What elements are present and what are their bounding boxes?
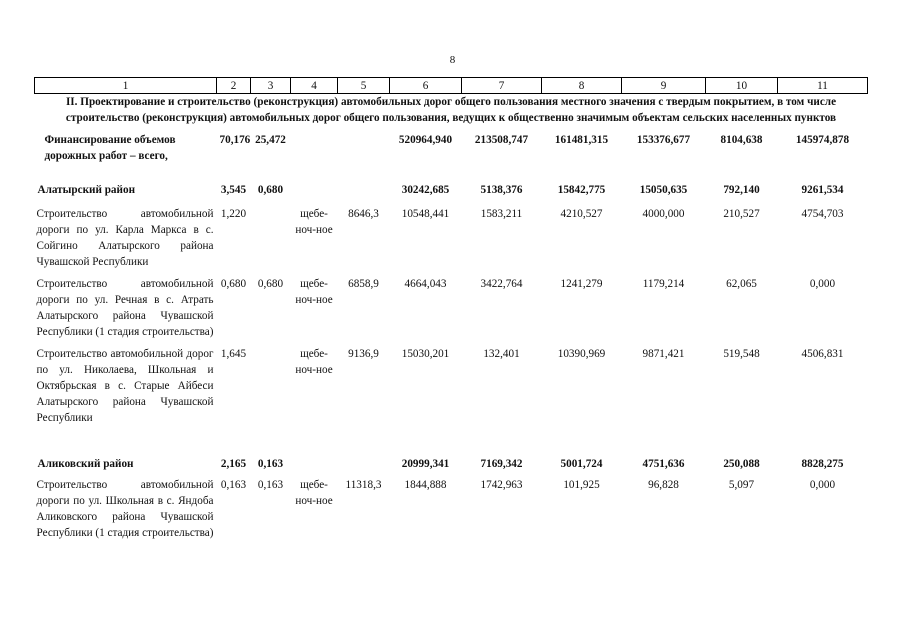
- value-cell: 5,097: [728, 479, 755, 491]
- value-cell: 101,925: [563, 479, 600, 491]
- section-title: II. Проектирование и строительство (реконструкция) автомобильных дорог общего пользования местного значения с твердым покрытием, в том числе строительство (реконструкция) автомобильных дорог общего пользования, ведущих к общественно значимым объектам сельских населенных пунктов: [65, 96, 837, 124]
- value-cell: 5001,724: [560, 458, 603, 470]
- value-cell: 3422,764: [480, 278, 523, 290]
- value-cell: 1844,888: [404, 479, 447, 491]
- total-label: Финансирование объемов дорожных работ – всего,: [44, 134, 176, 162]
- value-cell: [251, 200, 291, 276]
- value-cell: 0,680: [257, 184, 284, 196]
- object-description: Строительство автомобильной дороги по ул. Школьная в с. Яндоба Аликовского района Чувашской Республики (1 стадия строительства): [36, 479, 214, 539]
- value-cell: 10390,969: [557, 348, 606, 360]
- column-header: 6: [390, 78, 462, 94]
- value-cell: 4210,527: [560, 208, 603, 220]
- object-description: Строительство автомобильной дороги по ул. Речная в с. Атрать Алатырского района Чувашской Республики (1 стадия строительства): [36, 278, 214, 338]
- value-cell: [338, 432, 390, 474]
- value-cell: 5138,376: [480, 184, 523, 196]
- value-cell: 3,545: [220, 184, 247, 196]
- surface-type: [291, 164, 338, 200]
- value-cell: 15050,635: [639, 184, 688, 196]
- table-row: [35, 200, 868, 276]
- surface-type: щебе-ноч-ное: [295, 208, 333, 236]
- value-cell: 11318,3: [345, 479, 382, 491]
- value-cell: 6858,9: [348, 278, 379, 290]
- district-name: Аликовский район: [37, 458, 134, 470]
- value-cell: 1,645: [220, 348, 247, 360]
- surface-type: [291, 432, 338, 474]
- column-header: 5: [338, 78, 390, 94]
- column-header: 3: [251, 78, 291, 94]
- value-cell: 0,163: [257, 458, 284, 470]
- total-cell: 145974,878: [795, 134, 850, 146]
- column-header: 4: [291, 78, 338, 94]
- value-cell: 0,000: [809, 278, 836, 290]
- value-cell: 4664,043: [404, 278, 447, 290]
- value-cell: 0,680: [220, 278, 247, 290]
- value-cell: 0,163: [220, 479, 247, 491]
- table-row: [35, 346, 868, 432]
- total-cell: 8104,638: [720, 134, 763, 146]
- district-row: [35, 432, 868, 474]
- district-row: [35, 164, 868, 200]
- district-name: Алатырский район: [37, 184, 136, 196]
- value-cell: 2,165: [220, 458, 247, 470]
- value-cell: 0,163: [257, 479, 284, 491]
- object-description: Строительство автомобильной дорог по ул. Николаева, Школьная и Октябрьская в с. Старые Айбеси Алатырского района Чувашской Республики: [36, 348, 214, 424]
- column-header: 8: [542, 78, 622, 94]
- total-cell: [338, 126, 390, 164]
- value-cell: 132,401: [483, 348, 520, 360]
- value-cell: 7169,342: [480, 458, 523, 470]
- total-row: [35, 126, 868, 164]
- value-cell: 4751,636: [642, 458, 685, 470]
- value-cell: 0,680: [257, 278, 284, 290]
- value-cell: 0,000: [809, 479, 836, 491]
- value-cell: 1241,279: [560, 278, 603, 290]
- value-cell: 9261,534: [801, 184, 844, 196]
- value-cell: 20999,341: [401, 458, 450, 470]
- column-header: 1: [35, 78, 217, 94]
- total-cell: 153376,677: [636, 134, 691, 146]
- column-header: 7: [462, 78, 542, 94]
- value-cell: 1742,963: [480, 479, 523, 491]
- column-header: 11: [778, 78, 868, 94]
- value-cell: 10548,441: [401, 208, 450, 220]
- total-cell: 520964,940: [398, 134, 453, 146]
- value-cell: 4506,831: [801, 348, 844, 360]
- value-cell: [338, 164, 390, 200]
- total-cell: 213508,747: [474, 134, 529, 146]
- total-cell: 25,472: [255, 134, 286, 146]
- value-cell: 8828,275: [801, 458, 844, 470]
- value-cell: [251, 346, 291, 432]
- surface-type: щебе-ноч-ное: [295, 479, 333, 507]
- object-description: Строительство автомобильной дороги по ул. Карла Маркса в с. Сойгино Алатырского района Чувашской Республики: [36, 208, 214, 268]
- total-cell: [291, 126, 338, 164]
- column-header: 2: [217, 78, 251, 94]
- value-cell: 96,828: [648, 479, 679, 491]
- value-cell: 30242,685: [401, 184, 450, 196]
- road-financing-table: [34, 77, 868, 547]
- value-cell: 15842,775: [557, 184, 606, 196]
- column-number-row: [35, 78, 868, 94]
- surface-type: щебе-ноч-ное: [295, 278, 333, 306]
- value-cell: 250,088: [723, 458, 760, 470]
- value-cell: 62,065: [726, 278, 757, 290]
- value-cell: 1583,211: [480, 208, 523, 220]
- value-cell: 4754,703: [801, 208, 844, 220]
- value-cell: 1179,214: [642, 278, 685, 290]
- value-cell: 4000,000: [642, 208, 685, 220]
- total-cell: 161481,315: [554, 134, 609, 146]
- value-cell: 792,140: [723, 184, 760, 196]
- total-cell: 70,176: [219, 134, 251, 146]
- column-header: 10: [706, 78, 778, 94]
- column-header: 9: [622, 78, 706, 94]
- value-cell: 210,527: [723, 208, 760, 220]
- table-row: [35, 276, 868, 346]
- value-cell: 8646,3: [348, 208, 379, 220]
- table-row: [35, 474, 868, 547]
- value-cell: 9871,421: [642, 348, 685, 360]
- section-title-row: [35, 94, 868, 127]
- value-cell: 1,220: [220, 208, 247, 220]
- page-number: 8: [449, 54, 456, 66]
- value-cell: 15030,201: [401, 348, 450, 360]
- surface-type: щебе-ноч-ное: [295, 348, 333, 376]
- value-cell: 519,548: [723, 348, 760, 360]
- value-cell: 9136,9: [348, 348, 379, 360]
